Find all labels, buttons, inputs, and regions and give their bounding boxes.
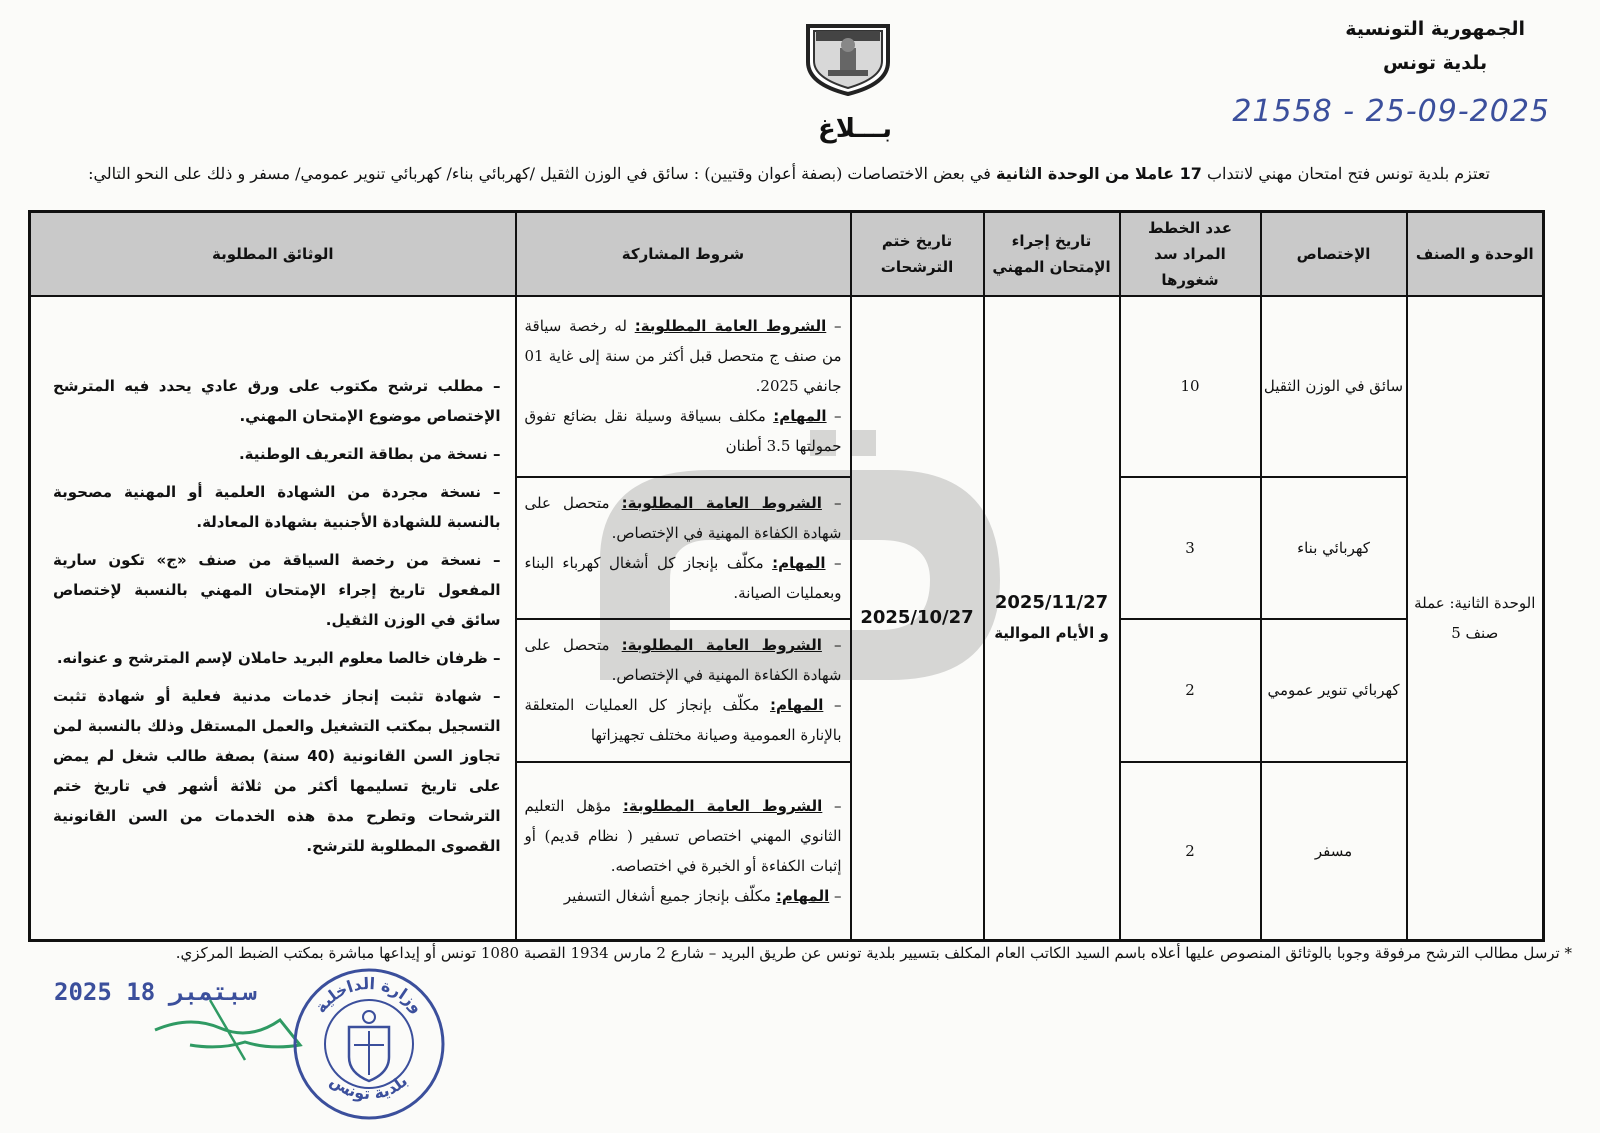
table-header-row	[30, 212, 1544, 297]
svg-text:بلدية تونس	[327, 1071, 412, 1103]
positions-cell: 2	[1120, 619, 1261, 761]
exam-date-suffix: و الأيام الموالية	[994, 624, 1109, 642]
tasks-label: المهام:	[772, 554, 826, 573]
tasks-label: المهام:	[773, 407, 827, 426]
header-unit: الوحدة و الصنف	[1407, 212, 1544, 297]
intro-text-bold: 17 عاملا من الوحدة الثانية	[996, 164, 1202, 183]
specialty-cell: كهربائي بناء	[1261, 477, 1407, 619]
conditions-label: الشروط العامة المطلوبة:	[621, 494, 822, 513]
conditions-cell: – الشروط العامة المطلوبة: متحصل على شهادة الكفاءة المهنية في الإختصاص. – المهام: مكلّف بإنجاز كل العمليات المتعلقة بالإنارة العمومية وصيانة مختلف تجهيزاتها	[516, 619, 851, 761]
conditions-label: الشروط العامة المطلوبة:	[622, 796, 823, 815]
positions-cell: 2	[1120, 762, 1261, 941]
tasks-text: مكلّف بإنجاز جميع أشغال التسفير	[563, 886, 772, 905]
conditions-cell: – الشروط العامة المطلوبة: متحصل على شهادة الكفاءة المهنية في الإختصاص. – المهام: مكلّف بإنجاز كل أشغال كهرباء البناء وبعمليات الصيانة.	[516, 477, 851, 619]
document-item: – مطلب ترشح مكتوب على ورق عادي يحدد فيه المترشح الإختصاص موضوع الإمتحان المهني.	[53, 377, 501, 425]
deadline-value: 2025/10/27	[860, 607, 974, 628]
document-item: – ظرفان خالصا معلوم البريد حاملان لإسم المترشح و عنوانه.	[56, 649, 501, 667]
signature-icon	[150, 990, 310, 1070]
document-item: – شهادة تثبت إنجاز خدمات مدنية فعلية أو شهادة تثبت التسجيل بمكتب التشغيل والعمل المستقل وذلك بالنسبة لمن تجاوز السن القانونية (40 سنة) بصفة طالب شغل لم يمض على تاريخ تسليمها أكثر من ثلاثة أشهر في تاريخ ختم الترشحات وتطرح مدة هذه الخدمات من السن القانونية القصوى المطلوبة للترشح.	[53, 687, 501, 855]
conditions-label: الشروط العامة المطلوبة:	[621, 636, 822, 655]
municipality-emblem-icon	[802, 18, 894, 96]
document-text: نسخة مجردة من الشهادة العلمية أو المهنية مصحوبة بالنسبة للشهادة الأجنبية بشهادة المعادلة.	[53, 483, 501, 531]
intro-paragraph	[20, 162, 1490, 186]
republic-name: الجمهورية التونسية	[1345, 18, 1525, 40]
municipality-name: بلدية تونس	[1383, 52, 1488, 74]
exam-date-cell	[984, 296, 1120, 941]
header-documents: الوثائق المطلوبة	[30, 212, 516, 297]
positions-cell: 3	[1120, 477, 1261, 619]
conditions-text: مؤهل التعليم الثانوي المهني اختصاص تسفير ( نظام قديم) أو إثبات الكفاءة أو الخبرة في اختصاصه.	[524, 796, 842, 875]
conditions-cell: – الشروط العامة المطلوبة: له رخصة سياقة من صنف ج متحصل قبل أكثر من سنة إلى غاية 01 جانفي 2025. – المهام: مكلف بسياقة وسيلة نقل بضائع تفوق حمولتها 3.5 أطنان	[516, 296, 851, 477]
intro-text-end: في بعض الاختصاصات (بصفة أعوان وقتيين) : سائق في الوزن الثقيل /كهربائي بناء/ كهربائي تنوير عمومي/ مسفر و ذلك على النحو التالي:	[88, 164, 991, 183]
official-stamp-icon	[290, 965, 448, 1123]
unit-cell: الوحدة الثانية: عملة صنف 5	[1407, 296, 1544, 941]
conditions-text: متحصل على شهادة الكفاءة المهنية في الإختصاص.	[524, 494, 842, 543]
intro-text-start: تعتزم بلدية تونس فتح امتحان مهني لانتداب	[1206, 164, 1490, 183]
page-title: بـــلاغ	[818, 114, 892, 144]
header-deadline: تاريخ ختم الترشحات	[851, 212, 984, 297]
document-item: – نسخة مجردة من الشهادة العلمية أو المهنية مصحوبة بالنسبة للشهادة الأجنبية بشهادة المعادلة.	[53, 483, 501, 531]
exam-date-value: 2025/11/27	[994, 592, 1109, 613]
document-text: شهادة تثبت إنجاز خدمات مدنية فعلية أو شهادة تثبت التسجيل بمكتب التشغيل والعمل المستقل وذلك بالنسبة لمن تجاوز السن القانونية (40 سنة) بصفة طالب شغل لم يمض على تاريخ تسليمها أكثر من ثلاثة أشهر في تاريخ ختم الترشحات وتطرح مدة هذه الخدمات من السن القانونية القصوى المطلوبة للترشح.	[53, 687, 501, 855]
specialty-cell: كهربائي تنوير عمومي	[1261, 619, 1407, 761]
header-specialty: الإختصاص	[1261, 212, 1407, 297]
conditions-text: متحصل على شهادة الكفاءة المهنية في الإختصاص.	[524, 636, 842, 685]
footnote: * ترسل مطالب الترشح مرفوقة وجوبا بالوثائق المنصوص عليها أعلاه باسم السيد الكاتب العام المكلف بتسيير بلدية تونس عن طريق البريد – شارع 2 مارس 1934 القصبة 1080 تونس أو إيداعها مباشرة بمكتب الضبط المركزي.	[175, 944, 1572, 962]
tasks-text: مكلف بسياقة وسيلة نقل بضائع تفوق حمولتها 3.5 أطنان	[524, 407, 842, 456]
document-text: مطلب ترشح مكتوب على ورق عادي يحدد فيه المترشح الإختصاص موضوع الإمتحان المهني.	[53, 377, 501, 425]
tasks-text: مكلّف بإنجاز كل العمليات المتعلقة بالإنارة العمومية وصيانة مختلف تجهيزاتها	[524, 696, 842, 745]
stamp-municipality-text: بلدية تونس	[326, 1070, 412, 1104]
stamp-ministry-text: وزارة الداخلية	[310, 973, 428, 1017]
document-item: – نسخة من بطاقة التعريف الوطنية.	[238, 445, 501, 463]
tasks-label: المهام:	[775, 886, 830, 905]
table-row	[30, 296, 1544, 477]
documents-cell	[30, 296, 516, 941]
specialty-cell: سائق في الوزن الثقيل	[1261, 296, 1407, 477]
document-header	[1345, 12, 1525, 80]
tasks-label: المهام:	[770, 696, 824, 715]
header-positions: عدد الخطط المراد سد شغورها	[1120, 212, 1261, 297]
document-text: ظرفان خالصا معلوم البريد حاملان لإسم المترشح و عنوانه.	[56, 649, 488, 667]
document-item: – نسخة من رخصة السياقة من صنف «ج» تكون سارية المفعول تاريخ إجراء الإمتحان المهني بالنسبة لإختصاص سائق في الوزن الثقيل.	[53, 551, 501, 629]
conditions-cell: – الشروط العامة المطلوبة: مؤهل التعليم الثانوي المهني اختصاص تسفير ( نظام قديم) أو إثبات الكفاءة أو الخبرة في اختصاصه. – المهام: مكلّف بإنجاز جميع أشغال التسفير	[516, 762, 851, 941]
stamp-date: 2025 سبتمبر 18	[54, 978, 257, 1006]
tasks-text: مكلّف بإنجاز كل أشغال كهرباء البناء وبعمليات الصيانة.	[524, 554, 842, 603]
document-text: نسخة من بطاقة التعريف الوطنية.	[238, 445, 488, 463]
conditions-label: الشروط العامة المطلوبة:	[634, 317, 827, 336]
header-conditions: شروط المشاركة	[516, 212, 851, 297]
header-exam-date: تاريخ إجراء الإمتحان المهني	[984, 212, 1120, 297]
deadline-cell	[851, 296, 984, 941]
conditions-text: له رخصة سياقة من صنف ج متحصل قبل أكثر من سنة إلى غاية 01 جانفي 2025.	[524, 317, 842, 396]
positions-cell: 10	[1120, 296, 1261, 477]
specialty-cell: مسفر	[1261, 762, 1407, 941]
positions-table	[28, 210, 1545, 942]
document-text: نسخة من رخصة السياقة من صنف «ج» تكون سارية المفعول تاريخ إجراء الإمتحان المهني بالنسبة لإختصاص سائق في الوزن الثقيل.	[53, 551, 501, 629]
reference-number: 21558 - 25-09-2025	[1232, 94, 1550, 129]
